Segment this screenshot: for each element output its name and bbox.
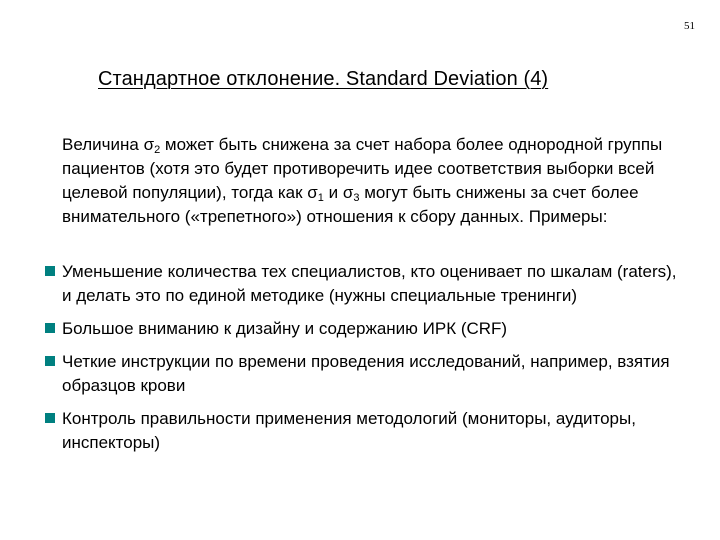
bullet-item xyxy=(42,350,682,398)
bullet-list xyxy=(42,260,682,464)
subscript-3: 3 xyxy=(353,192,360,204)
intro-text-2: может быть снижена за счет набора более однородной группы пациентов (хотя это будет противоречить идее соответствия выборки всей целевой популяции), тогда как σ xyxy=(62,135,663,202)
bullet-text: Уменьшение количества тех специалистов, кто оценивает по шкалам (raters), и делать это по единой методике (нужны специальные тренинги) xyxy=(62,262,677,305)
bullet-text: Большое вниманию к дизайну и содержанию ИРК (CRF) xyxy=(62,319,508,338)
slide-title: Стандартное отклонение. Standard Deviation (4) xyxy=(98,68,549,90)
bullet-text: Четкие инструкции по времени проведения исследований, например, взятия образцов крови xyxy=(62,352,670,395)
bullet-item xyxy=(42,317,682,341)
bullet-item xyxy=(42,407,682,455)
subscript-1: 1 xyxy=(317,192,324,204)
intro-text-3: и σ xyxy=(323,183,354,202)
intro-text-1: Величина σ xyxy=(62,135,155,154)
square-bullet-icon xyxy=(45,413,55,423)
intro-text-4: могут быть снижены за счет более внимательного («трепетного») отношения к сбору данных. Примеры: xyxy=(62,183,639,226)
square-bullet-icon xyxy=(45,356,55,366)
square-bullet-icon xyxy=(45,323,55,333)
subscript-2: 2 xyxy=(154,144,161,156)
square-bullet-icon xyxy=(45,266,55,276)
intro-paragraph xyxy=(62,133,687,229)
bullet-text: Контроль правильности применения методологий (мониторы, аудиторы, инспекторы) xyxy=(62,409,636,452)
bullet-item xyxy=(42,260,682,308)
slide-number: 51 xyxy=(684,20,695,32)
